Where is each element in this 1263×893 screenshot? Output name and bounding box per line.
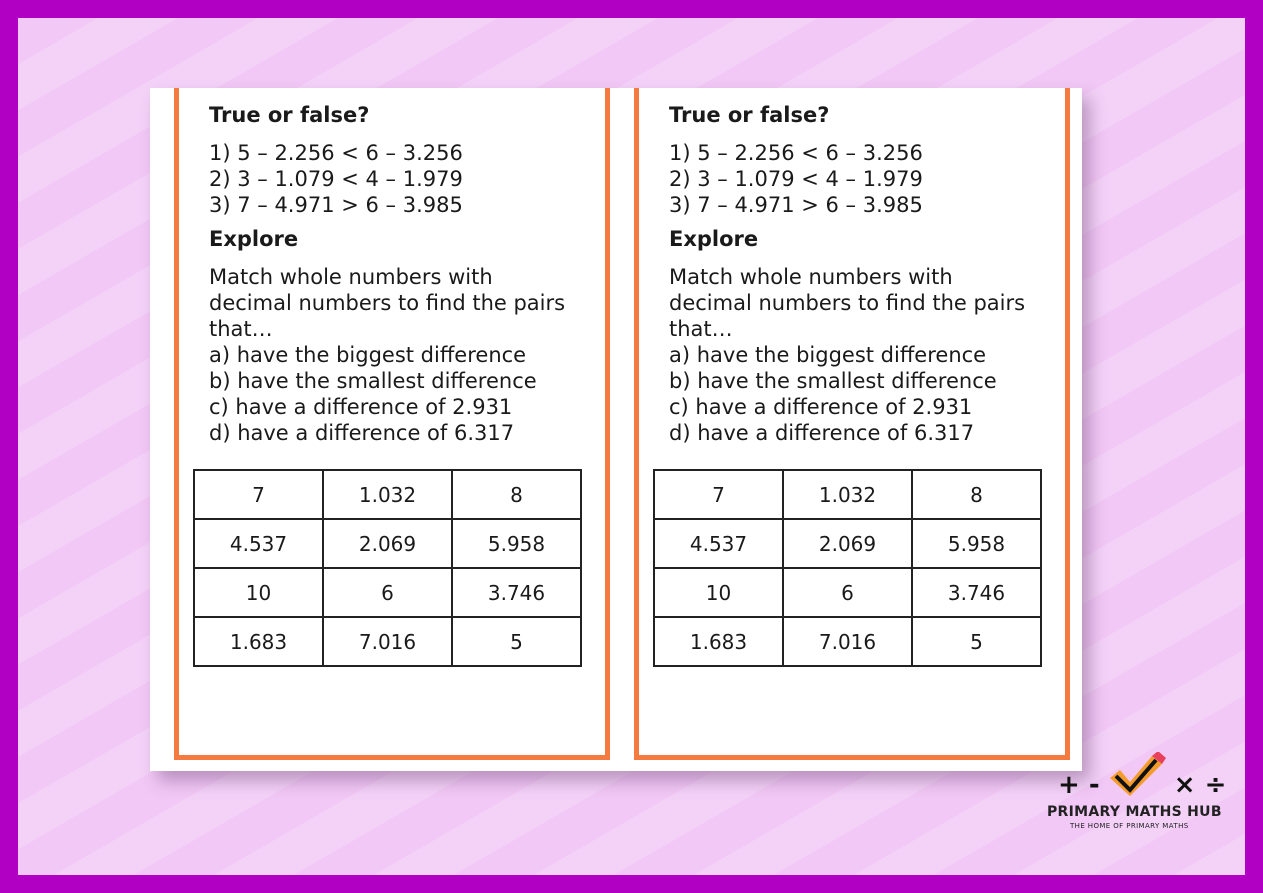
- table-cell: 10: [654, 568, 783, 617]
- table-cell: 2.069: [783, 519, 912, 568]
- number-grid: [193, 469, 582, 667]
- logo-brand-name: PRIMARY MATHS HUB: [1047, 804, 1222, 820]
- table-cell: 6: [323, 568, 452, 617]
- table-cell: 5: [912, 617, 1041, 666]
- table-cell: 3.746: [452, 568, 581, 617]
- table-cell: 8: [912, 470, 1041, 519]
- table-cell: 2.069: [323, 519, 452, 568]
- table-row: [194, 617, 581, 666]
- table-cell: 7: [194, 470, 323, 519]
- question-1: 1) 5 – 2.256 < 6 – 3.256: [209, 141, 463, 165]
- question-1: 1) 5 – 2.256 < 6 – 3.256: [669, 141, 923, 165]
- table-row: [654, 470, 1041, 519]
- table-row: [654, 568, 1041, 617]
- table-cell: 8: [452, 470, 581, 519]
- table-cell: 5: [452, 617, 581, 666]
- table-row: [654, 519, 1041, 568]
- table-row: [194, 568, 581, 617]
- worksheet-card-right: [634, 88, 1070, 760]
- number-grid: [653, 469, 1042, 667]
- explore-option-d: d) have a difference of 6.317: [669, 421, 975, 445]
- explore-line: decimal numbers to find the pairs: [209, 291, 566, 315]
- explore-line: decimal numbers to find the pairs: [669, 291, 1026, 315]
- plus-minus-icon: + -: [1058, 770, 1100, 800]
- table-cell: 7.016: [323, 617, 452, 666]
- worksheet-card-left: [174, 88, 610, 760]
- table-cell: 6: [783, 568, 912, 617]
- question-2: 2) 3 – 1.079 < 4 – 1.979: [669, 167, 923, 191]
- explore-line: Match whole numbers with: [209, 265, 493, 289]
- explore-option-a: a) have the biggest difference: [209, 343, 527, 367]
- explore-option-c: c) have a difference of 2.931: [209, 395, 513, 419]
- table-cell: 4.537: [194, 519, 323, 568]
- table-cell: 3.746: [912, 568, 1041, 617]
- explore-option-a: a) have the biggest difference: [669, 343, 987, 367]
- explore-option-c: c) have a difference of 2.931: [669, 395, 973, 419]
- logo-tagline: THE HOME OF PRIMARY MATHS: [1070, 822, 1189, 830]
- table-row: [654, 617, 1041, 666]
- table-cell: 5.958: [912, 519, 1041, 568]
- explore-text: [209, 264, 609, 446]
- explore-line: that…: [669, 317, 733, 341]
- times-divide-icon: × ÷: [1173, 770, 1227, 800]
- checkmark-pencil-icon: [1106, 752, 1166, 800]
- table-cell: 1.683: [654, 617, 783, 666]
- question-3: 3) 7 – 4.971 > 6 – 3.985: [669, 193, 923, 217]
- table-row: [194, 470, 581, 519]
- table-cell: 1.032: [783, 470, 912, 519]
- table-cell: 1.683: [194, 617, 323, 666]
- primary-maths-hub-logo: [1040, 752, 1230, 832]
- explore-heading: Explore: [669, 227, 759, 251]
- table-cell: 1.032: [323, 470, 452, 519]
- explore-option-b: b) have the smallest difference: [669, 369, 997, 393]
- table-cell: 10: [194, 568, 323, 617]
- table-cell: 7: [654, 470, 783, 519]
- explore-line: that…: [209, 317, 273, 341]
- question-list: [669, 140, 1069, 218]
- table-cell: 7.016: [783, 617, 912, 666]
- worksheet-sheet: [150, 88, 1082, 771]
- explore-option-d: d) have a difference of 6.317: [209, 421, 515, 445]
- question-3: 3) 7 – 4.971 > 6 – 3.985: [209, 193, 463, 217]
- explore-heading: Explore: [209, 227, 299, 251]
- question-2: 2) 3 – 1.079 < 4 – 1.979: [209, 167, 463, 191]
- table-cell: 5.958: [452, 519, 581, 568]
- question-list: [209, 140, 609, 218]
- explore-line: Match whole numbers with: [669, 265, 953, 289]
- table-row: [194, 519, 581, 568]
- explore-option-b: b) have the smallest difference: [209, 369, 537, 393]
- true-false-heading: True or false?: [669, 103, 830, 127]
- table-cell: 4.537: [654, 519, 783, 568]
- true-false-heading: True or false?: [209, 103, 370, 127]
- explore-text: [669, 264, 1069, 446]
